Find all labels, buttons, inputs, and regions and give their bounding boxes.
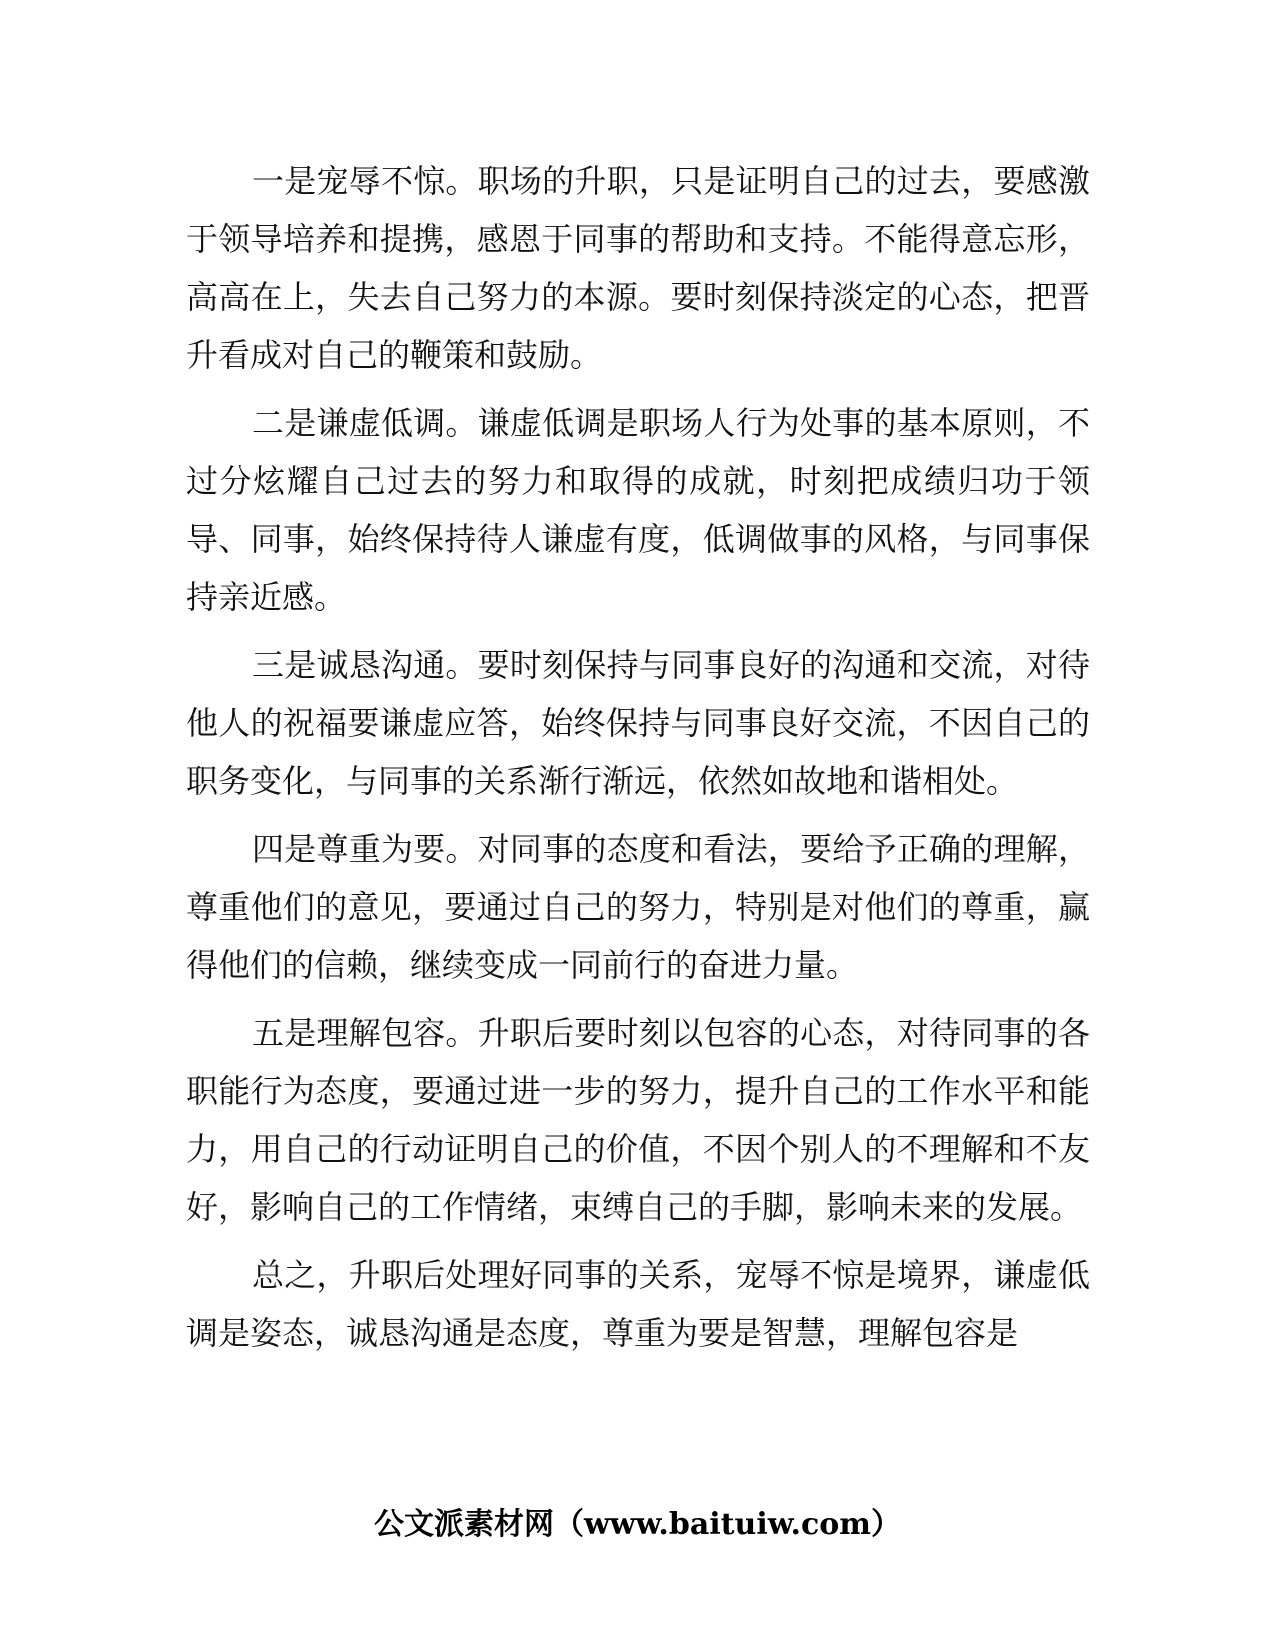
paragraph-4: 四是尊重为要。对同事的态度和看法，要给予正确的理解，尊重他们的意见，要通过自己的努力，特别是对他们的尊重，赢得他们的信赖，继续变成一同前行的奋进力量。 — [186, 830, 1090, 984]
paragraph-2: 二是谦虚低调。谦虚低调是职场人行为处事的基本原则，不过分炫耀自己过去的努力和取得的成就，时刻把成绩归功于领导、同事，始终保持待人谦虚有度，低调做事的风格，与同事保持亲近感。 — [186, 404, 1090, 616]
paragraph-6: 总之，升职后处理好同事的关系，宠辱不惊是境界，谦虚低调是姿态，诚恳沟通是态度，尊重为要是智慧，理解包容是 — [186, 1256, 1090, 1352]
page-footer: 公文派素材网（www.baituiw.com） — [373, 1507, 902, 1542]
paragraph-1: 一是宠辱不惊。职场的升职，只是证明自己的过去，要感激于领导培养和提携，感恩于同事的帮助和支持。不能得意忘形，高高在上，失去自己努力的本源。要时刻保持淡定的心态，把晋升看成对自己的鞭策和鼓励。 — [186, 162, 1090, 374]
document-body — [186, 152, 1090, 1372]
paragraph-5: 五是理解包容。升职后要时刻以包容的心态，对待同事的各职能行为态度，要通过进一步的努力，提升自己的工作水平和能力，用自己的行动证明自己的价值，不因个别人的不理解和不友好，影响自己的工作情绪，束缚自己的手脚，影响未来的发展。 — [186, 1014, 1090, 1226]
paragraph-3: 三是诚恳沟通。要时刻保持与同事良好的沟通和交流，对待他人的祝福要谦虚应答，始终保持与同事良好交流，不因自己的职务变化，与同事的关系渐行渐远，依然如故地和谐相处。 — [186, 646, 1090, 800]
